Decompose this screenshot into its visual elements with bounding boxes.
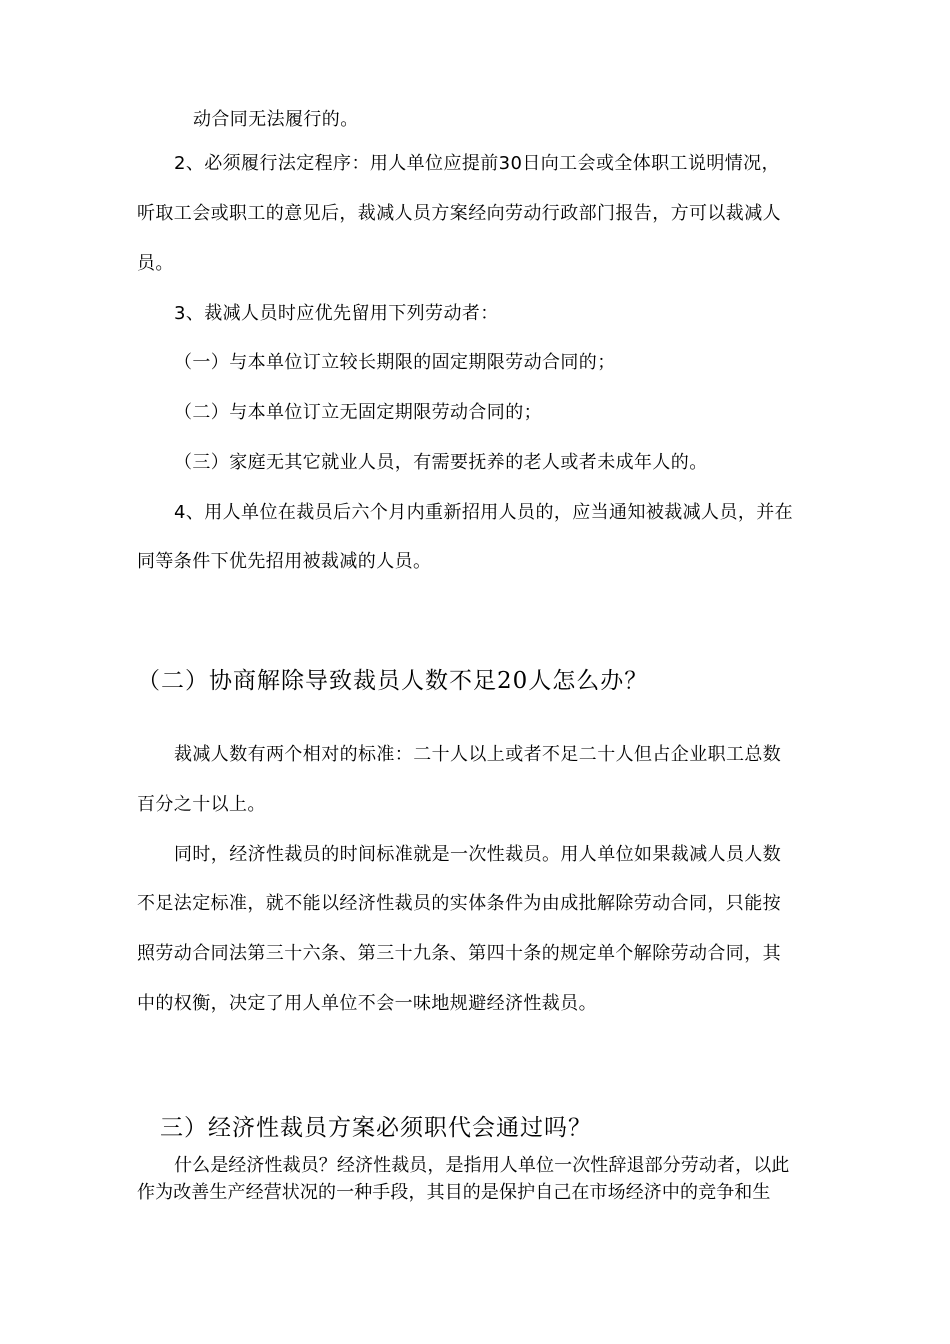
section2-para2-line3: 照劳动合同法第三十六条、第三十九条、第四十条的规定单个解除劳动合同，其 [137,943,781,964]
section2-para1-line2: 百分之十以上。 [137,794,266,815]
section-heading-3: 三）经济性裁员方案必须职代会通过吗？ [160,1115,592,1141]
sub-item-1: （一）与本单位订立较长期限的固定期限劳动合同的； [174,352,616,373]
sub-item-2: （二）与本单位订立无固定期限劳动合同的； [174,402,542,423]
item4-line1: 4、用人单位在裁员后六个月内重新招用人员的，应当通知被裁减人员，并在 [174,502,794,523]
section2-para2-line2: 不足法定标准，就不能以经济性裁员的实体条件为由成批解除劳动合同，只能按 [137,893,781,914]
item2-line1: 2、必须履行法定程序：用人单位应提前30日向工会或全体职工说明情况， [174,153,780,174]
item1-tail: 动合同无法履行的。 [193,109,359,130]
item2-line3: 员。 [137,253,174,274]
section2-para2-line4: 中的权衡，决定了用人单位不会一味地规避经济性裁员。 [137,993,597,1014]
item4-line2: 同等条件下优先招用被裁减的人员。 [137,551,432,572]
item2-line2: 听取工会或职工的意见后，裁减人员方案经向劳动行政部门报告，方可以裁减人 [137,203,781,224]
item3: 3、裁减人员时应优先留用下列劳动者： [174,303,499,324]
section3-para1-line1: 什么是经济性裁员？经济性裁员，是指用人单位一次性辞退部分劳动者，以此 [174,1155,790,1176]
section3-para1-line2: 作为改善生产经营状况的一种手段，其目的是保护自己在市场经济中的竞争和生 [137,1182,771,1203]
sub-item-3: （三）家庭无其它就业人员，有需要抚养的老人或者未成年人的。 [174,452,708,473]
section2-para2-line1: 同时，经济性裁员的时间标准就是一次性裁员。用人单位如果裁减人员人数 [174,844,782,865]
section-heading-2: （二）协商解除导致裁员人数不足20人怎么办？ [137,668,649,694]
section2-para1-line1: 裁减人数有两个相对的标准：二十人以上或者不足二十人但占企业职工总数 [174,744,782,765]
